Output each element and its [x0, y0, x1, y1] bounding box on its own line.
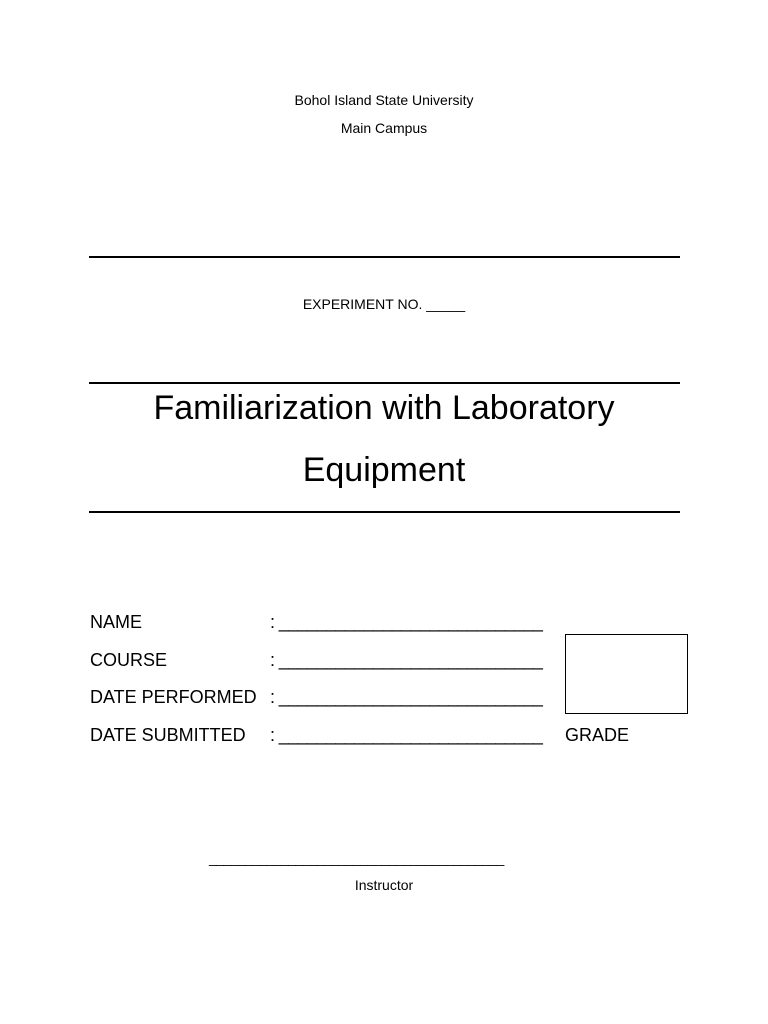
instructor-signature-line: _________________________________________ — [209, 850, 504, 866]
document-title — [0, 377, 768, 501]
horizontal-rule-top — [89, 256, 680, 258]
course-label: COURSE — [90, 650, 168, 670]
date-performed-field: : ____________________________ — [270, 687, 543, 707]
course-field: : ____________________________ — [270, 650, 543, 670]
campus-name: Main Campus — [340, 120, 428, 136]
date-performed-label: DATE PERFORMED — [90, 687, 257, 707]
grade-label: GRADE — [565, 725, 630, 745]
university-name: Bohol Island State University — [294, 92, 474, 108]
date-submitted-label: DATE SUBMITTED — [90, 725, 246, 745]
grade-box — [565, 634, 688, 714]
title-line-1: Familiarization with Laboratory — [153, 389, 615, 427]
date-submitted-field: : ____________________________ — [270, 725, 543, 745]
instructor-label: Instructor — [354, 877, 414, 893]
name-field: : ____________________________ — [270, 612, 543, 632]
experiment-number: EXPERIMENT NO. _____ — [302, 296, 466, 312]
name-label: NAME — [90, 612, 143, 632]
horizontal-rule-title-bottom — [89, 511, 680, 513]
title-line-2: Equipment — [302, 451, 466, 489]
